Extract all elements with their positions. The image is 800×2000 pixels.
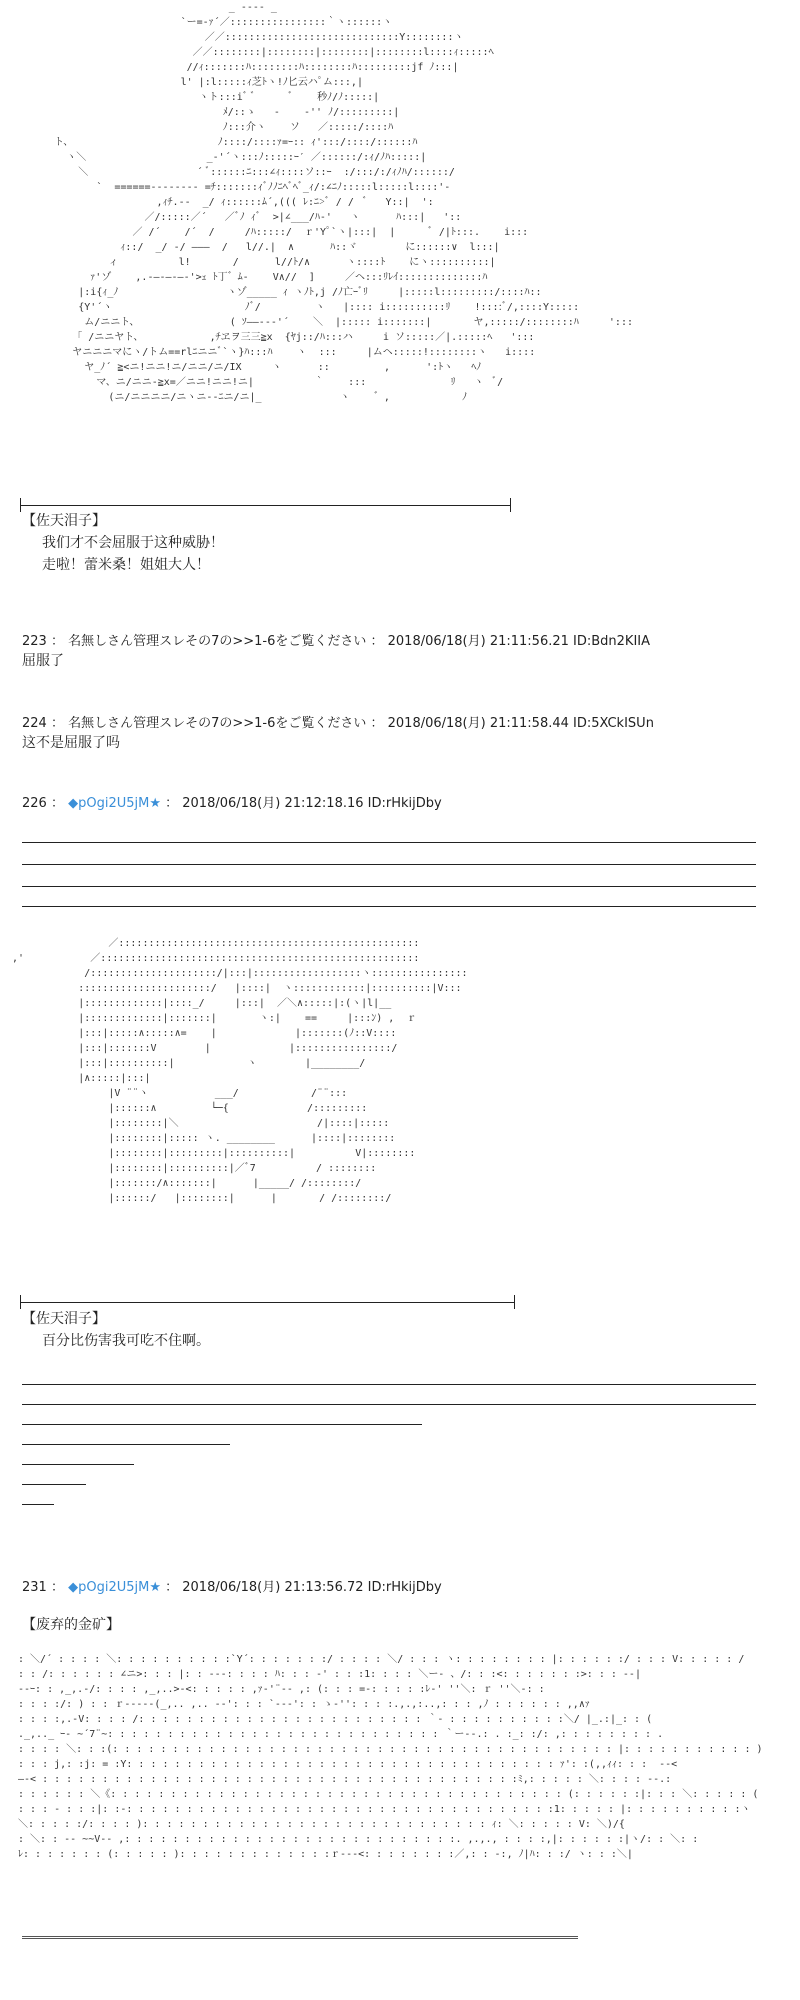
- art-bottom-border: [22, 1936, 578, 1939]
- speaker-label-1: 【佐天泪子】: [22, 513, 106, 529]
- post-231-trip-link[interactable]: ◆pOgi2U5jM★: [68, 1580, 161, 1595]
- rule-stair-5: [22, 1464, 134, 1465]
- divider-1-tick-right: [510, 498, 511, 512]
- rule-stair-2: [22, 1404, 756, 1405]
- speaker-label-2: 【佐天泪子】: [22, 1311, 106, 1327]
- post-224-header: 224 ： 名無しさん管理スレその7の>>1-6をご覧ください ： 2018/06/18(月) 21:11:58.44 ID:5XCkISUn: [22, 716, 654, 731]
- post-223-header: 223 ： 名無しさん管理スレその7の>>1-6をご覧ください ： 2018/06/18(月) 21:11:56.21 ID:Bdn2KIIA: [22, 634, 651, 649]
- post-224-body: 这不是屈服了吗: [22, 735, 120, 751]
- post-231-number: 231 ：: [22, 1580, 64, 1595]
- post-226-meta: ： 2018/06/18(月) 21:12:18.16 ID:rHkijDby: [165, 796, 442, 811]
- dialogue-line-1: 我们才不会屈服于这种威胁！: [42, 535, 224, 551]
- rule-stair-3: [22, 1424, 422, 1425]
- rule-stair-7: [22, 1504, 54, 1505]
- rule-226-3: [22, 886, 756, 887]
- rule-stair-6: [22, 1484, 86, 1485]
- rule-226-1: [22, 842, 756, 843]
- divider-2-tick-left: [20, 1295, 21, 1309]
- rule-stair-1: [22, 1384, 756, 1385]
- dialogue-line-2: 走啦！蕾米桑！姐姐大人！: [42, 557, 210, 573]
- rule-stair-4: [22, 1444, 230, 1445]
- post-226-header: [22, 796, 442, 812]
- post-231-meta: ： 2018/06/18(月) 21:13:56.72 ID:rHkijDby: [165, 1580, 442, 1595]
- scene-caption: 【废弃的金矿】: [22, 1617, 120, 1633]
- ascii-art-mine-scene: : ＼/´ : : : : ＼: : : : : : : : : :`Y´: : : : : : :/ : : : : ＼/ : : : ヽ: : : : : : : : |: : : : : :/ : : : V: : : : : / : : /: : : : : : ∠ニ>: : : |: : --‐: : : : ﾊ: : : ‐' : : :1: : : : ＼ー‐ 、/: : :<: : : : : : :>: : : ‐‐| ‐‐ｰ: : ,_,.-/: : : : ,_,..>‐<: : : : : ,ｧ‐'¨-‐ ,: (: : : =‐: : : : :ﾚ‐' ''＼: ｒ ''＼‐: : : : : :/: ) : : ｒ‐‐‐‐‐(_,.. ,.. ‐‐': : : `‐‐-': : ゝ‐'': : : :.,.,:..,: : : ,ﾉ : : : : : : ,,∧ｧ : : : :,.‐V: : : : /: : : : : : : : : : : : : : : : : : : : : : : : ｀‐ : : : : : : : : : :＼/ |_.:|_: : ( ._,.._ ｰ‐ ~´7¨~: : : : : : : : : : : : : : : : : : : : : : : : : : : : ｀ー‐‐.: . :_: :/: ,: : : : : : : : . : : : : ＼: : :(: : : : : : : : : : : : : : : : : : : : : : : : : : : : : : : : : : : : : : : : : : |: : : : : : : : : : : ) : : : j,: :j: = :Y: : : : : : : : : : : : : : : : : : : : : : : : : : : : : : : : : : : : ｧ': :(,,ｨｨ: : : ‐‐< ―‐< : : : : : : : : : : : : : : : : : : : : : : : : : : : : : : : : : : : : : : : :ﾐ,: : : : : ＼: : : : ‐‐.: : : : : : : ＼《: : : : : : : : : : : : : : : : : : : : : : : : : : : : : : : : : : : : : : (: : : : : :|: : : ＼: : : : : ( : : : ‐ : : :|: :‐: : : : : : : : : : : : : : : : : : : : : : : : : : : : : : : : : : : :1: : : : : |: : : : : : : : : :ヽ ＼: : : : :/: : : : ): : : : : : : : : : : : : : : : : : : : : : : : : : : : : ｨ: ＼: : : : : V: ＼)/{ : ＼: : -‐ ~~V‐‐ ,: : : : : : : : : : : : : : : : : : : : : : : : : : : :. ,.,., : : : :,|: : : : : :|ヽ/: : ＼: : ﾚ: : : : : : : (: : : : : ): : : : : : : : : : : : :ｒ‐‐‐<: : : : : : : :／,: : ‐:, ﾉ|ﾊ: : :/ ヽ: : :＼|: [18, 1654, 763, 1860]
- ascii-art-character-1: _ -‐-- _ `ー=‐ｧ´／::::::::::::::::｀ヽ::::::ヽ ／／:::::::::::::::::::::::::::::Y::::::::ヽ ／／::::::::|::::::::|::::::::|::::::::l::::ｨ:::::ﾍ //ｨ:::::::ﾊ::::::::ﾊ::::::::ﾊ:::::::::jf ﾉ:::| l' |:l:::::ｨ芝ﾄヽ!ﾉ匕云ハﾟム:::,| ヽト:::iﾞ ﾞ ﾞ 秒ﾉ/ﾉ:::::| ﾒ/::ゝ ‐ ‐'' ﾉ/:::::::::| ﾉ:::介ヽ ソ ／:::::/::::ﾊ ト、 ﾉ::::/::::ｧ=ｰ:: ｨ':::/::::/::::::ﾊ ヽ＼ _‐'´ヽ:::ﾉ:::::ｰ′ ／::::::/:ｨ/ﾉﾊ:::::| ＼ ´ ﾞ::::::ﾆ:::∠ｨ::::ソ::ｰ :/:::/:/ｨﾉﾊ/::::::/ ` ======-------- =ﾁ:::::::ｨﾞﾉﾉﾆﾍﾞﾍﾞ_ｨ/:∠ﾆﾉ:::::l:::::l::::'- ,ｨﾁ.‐- _/ ｨ::::::ﾑ´,((( ﾚ:ﾆ>ﾞ / / ﾞ Y::| ': ／/:::::／´ ／ﾞﾉ ｨﾞ >|∠___/ﾊ-' ヽ ﾊ:::| ':: ／ /´ /´ / /ﾊ:::::/ ｒ'Yﾟ`ヽ|:::| | ﾞ /|ﾄ:::. i::: ｨ::/ _/ -/ ――― / l//.| ∧ ﾊ::ヾ に::::::∨ l:::| ィ l! / l//ﾄ/∧ ヽ::::ﾄ にヽ::::::::::| ｧ'ゾ ,.‐―‐―‐―‐'>ｪ ﾄ丁゛ﾑ- V∧// ] ／ヘ:::ﾘﾚｲ::::::::::::::ﾊ |:i{ｨ_ﾉ ヽゾ_____ ｨ ヽﾉﾄ,j /ﾉ亡ｰﾞﾘ |:::::l:::::::::/::::ﾊ:: {Y'´ヽ ﾉﾞ/ ヽ |:::: i::::::::::ﾘ !::::ﾞ/,::::Y::::: ム/ニニト、 ( ｿ――‐-‐'´ ＼ |::::: i:::::::| ヤ,:::::/::::::::ﾊ '::: 「 /ニニヤト、 ,ﾁヱヲ三三≧x {ﾔj::/ﾊ:::ハ i ソ:::::／|.:::::ﾍ '::: ヤニニニマにヽ/トム==rlﾆニニﾞ`ヽ}ﾊ:::ﾊ ヽ ::: |ムヘ:::::!::::::::ヽ i:::: ヤ_ﾉ´ ≧<ニ!ニニ!ニ/ニニ/ニ/IX ヽ :: , ':ﾄヽ ﾍﾉ マ、ニ/ニニ‐≧x=／ニニ!ニニ!ニ| ｀ ::: ﾘ ヽ ﾞ/ (ニ/ニニニニ/ニヽニ‐‐ﾆニ/ニ|_ ヽ ゛, ﾉ: [54, 2, 633, 403]
- divider-2-tick-right: [514, 1295, 515, 1309]
- post-226-trip-link[interactable]: ◆pOgi2U5jM★: [68, 796, 161, 811]
- rule-226-4: [22, 906, 756, 907]
- post-231-header: [22, 1580, 442, 1596]
- post-223-body: 屈服了: [22, 653, 64, 669]
- rule-226-2: [22, 864, 756, 865]
- divider-1: [20, 505, 510, 506]
- dialogue-line-3: 百分比伤害我可吃不住啊。: [42, 1333, 210, 1349]
- divider-1-tick-left: [20, 498, 21, 512]
- ascii-art-character-2: ／:::::::::::::::::::::::::::::::::::::::::::::::::: ,' ／::::::::::::::::::::::::::::::::::::::::::::::::::::: /:::::::::::::::::::::/|:::|::::::::::::::::::ヽ:::::::::::::::: ::::::::::::::::::::::/ |::::| ヽ::::::::::::|::::::::::|V::: |:::::::::::::|::::_/ |:::| ／＼∧:::::|:(ヽ|l|__ |:::::::::::::|:::::::| ヽ:| == |:::ﾝ) , ｒ |:::|:::::∧:::::∧= | |:::::::(ﾉ::V:::: |:::|:::::::V | |::::::::::::::::/ |:::|::::::::::| ヽ |________/ |∧:::::|:::| |V ¨¨ヽ ___/ /¨¨::: |::::::∧ └─{ /::::::::: |::::::::|＼ /|::::|::::: |::::::::|::::: ヽ. ________ |::::|:::::::: |::::::::|:::::::::|::::::::::| V|:::::::: |::::::::|::::::::::|／ﾞ7 / :::::::: |:::::::/∧:::::::| |_____/ /::::::::/ |::::::/ |::::::::| | / /::::::::/: [12, 938, 468, 1204]
- divider-2: [20, 1302, 514, 1303]
- post-226-number: 226 ：: [22, 796, 64, 811]
